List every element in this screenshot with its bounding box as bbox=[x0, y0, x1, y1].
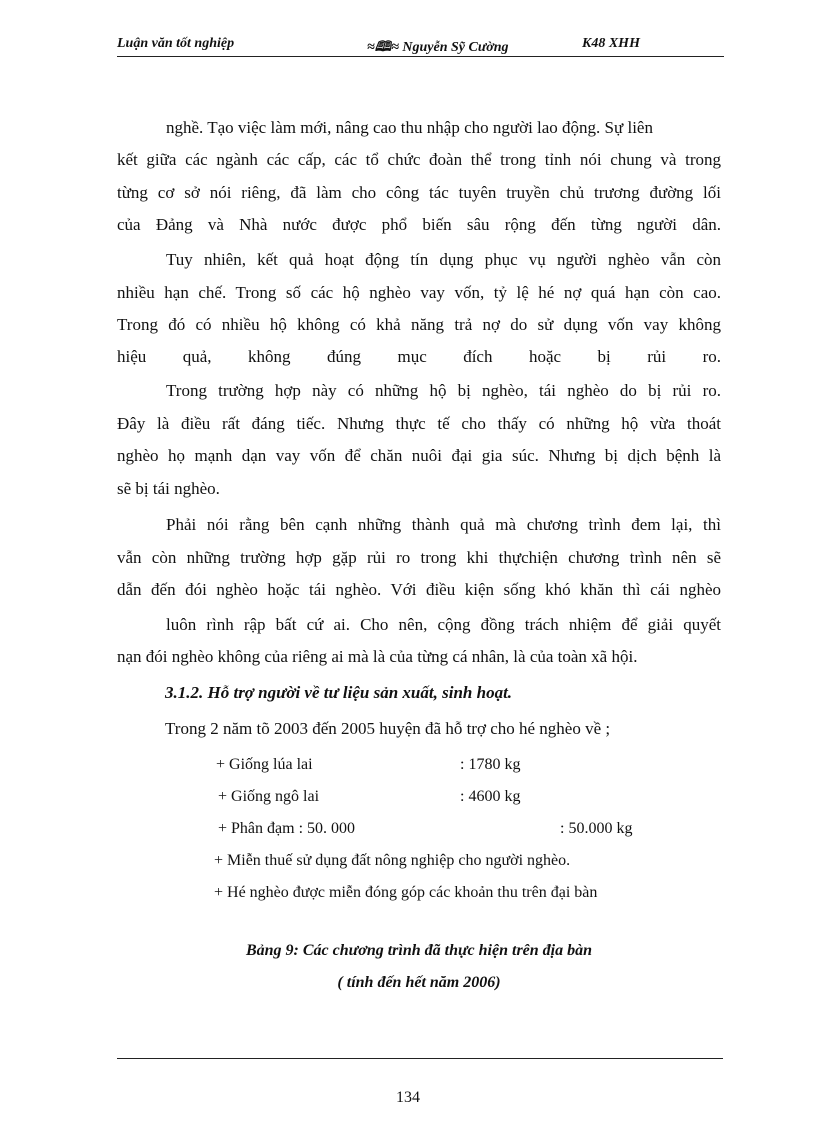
list-item-value: : 1780 kg bbox=[460, 756, 521, 773]
paragraph-line: Trong trường hợp này có những hộ bị nghèo, tái nghèo do bị rủi ro. bbox=[166, 381, 721, 400]
list-item-value: : 4600 kg bbox=[460, 788, 521, 805]
section-heading: 3.1.2. Hỗ trợ người về tư liệu sản xuất, sinh hoạt. bbox=[165, 683, 513, 702]
paragraph-line: Phải nói rằng bên cạnh những thành quả mà chương trình đem lại, thì bbox=[166, 515, 721, 534]
paragraph-line: nghèo họ mạnh dạn vay vốn để chăn nuôi đại gia súc. Nhưng bị dịch bệnh là bbox=[117, 446, 721, 465]
header-thesis-title: Luận văn tốt nghiệp bbox=[117, 36, 235, 51]
table-caption-subtitle: ( tính đến hết năm 2006) bbox=[337, 974, 501, 991]
page-number: 134 bbox=[396, 1089, 420, 1106]
paragraph-line: nghề. Tạo việc làm mới, nâng cao thu nhập cho người lao động. Sự liên bbox=[166, 118, 653, 137]
page-header bbox=[117, 36, 724, 57]
paragraph-line: của Đảng và Nhà nước được phổ biến sâu rộng đến từng người dân. bbox=[117, 215, 721, 234]
paragraph-line: luôn rình rập bất cứ ai. Cho nên, cộng đồng trách nhiệm để giải quyết bbox=[166, 615, 721, 634]
header-author: ≈🕮≈ Nguyễn Sỹ Cường bbox=[367, 40, 509, 55]
footer-divider bbox=[117, 1058, 723, 1059]
paragraph-line: vẫn còn những trường hợp gặp rủi ro trong khi thựchiện chương trình nên sẽ bbox=[117, 548, 721, 567]
paragraph-line: Tuy nhiên, kết quả hoạt động tín dụng phục vụ người nghèo vẫn còn bbox=[166, 250, 721, 269]
list-item-label: + Phân đạm : 50. 000 bbox=[218, 820, 356, 837]
paragraph-line: kết giữa các ngành các cấp, các tổ chức đoàn thể trong tỉnh nói chung và trong bbox=[117, 150, 721, 169]
list-item-value: : 50.000 kg bbox=[560, 820, 633, 837]
paragraph-line: hiệu quả, không đúng mục đích hoặc bị rủi ro. bbox=[117, 347, 721, 366]
list-item-label: + Miễn thuế sử dụng đất nông nghiệp cho người nghèo. bbox=[214, 852, 571, 869]
list-item-label: + Hé nghèo được miễn đóng góp các khoản thu trên đại bàn bbox=[214, 884, 598, 901]
section-intro: Trong 2 năm tõ 2003 đến 2005 huyện đã hỗ trợ cho hé nghèo về ; bbox=[165, 719, 611, 738]
paragraph-line: sẽ bị tái nghèo. bbox=[117, 479, 220, 498]
paragraph-line: nạn đói nghèo không của riêng ai mà là của từng cá nhân, là của toàn xã hội. bbox=[117, 647, 638, 666]
list-item-label: + Giống lúa lai bbox=[216, 756, 313, 773]
paragraph-line: dẫn đến đói nghèo hoặc tái nghèo. Với điều kiện sống khó khăn thì cái nghèo bbox=[117, 580, 721, 599]
paragraph-line: Trong đó có nhiều hộ không có khả năng trả nợ do sử dụng vốn vay không bbox=[117, 315, 721, 334]
paragraph-line: Đây là điều rất đáng tiếc. Nhưng thực tế cho thấy có những hộ vừa thoát bbox=[117, 414, 721, 433]
table-caption-title: Bảng 9: Các chương trình đã thực hiện trên địa bàn bbox=[245, 942, 593, 959]
list-item-label: + Giống ngô lai bbox=[218, 788, 320, 805]
paragraph-line: từng cơ sở nói riêng, đã làm cho công tác tuyên truyền chủ trương đường lối bbox=[117, 183, 721, 202]
header-class: K48 XHH bbox=[582, 36, 640, 51]
paragraph-line: nhiều hạn chế. Trong số các hộ nghèo vay vốn, tỷ lệ hé nợ quá hạn còn cao. bbox=[117, 283, 721, 302]
